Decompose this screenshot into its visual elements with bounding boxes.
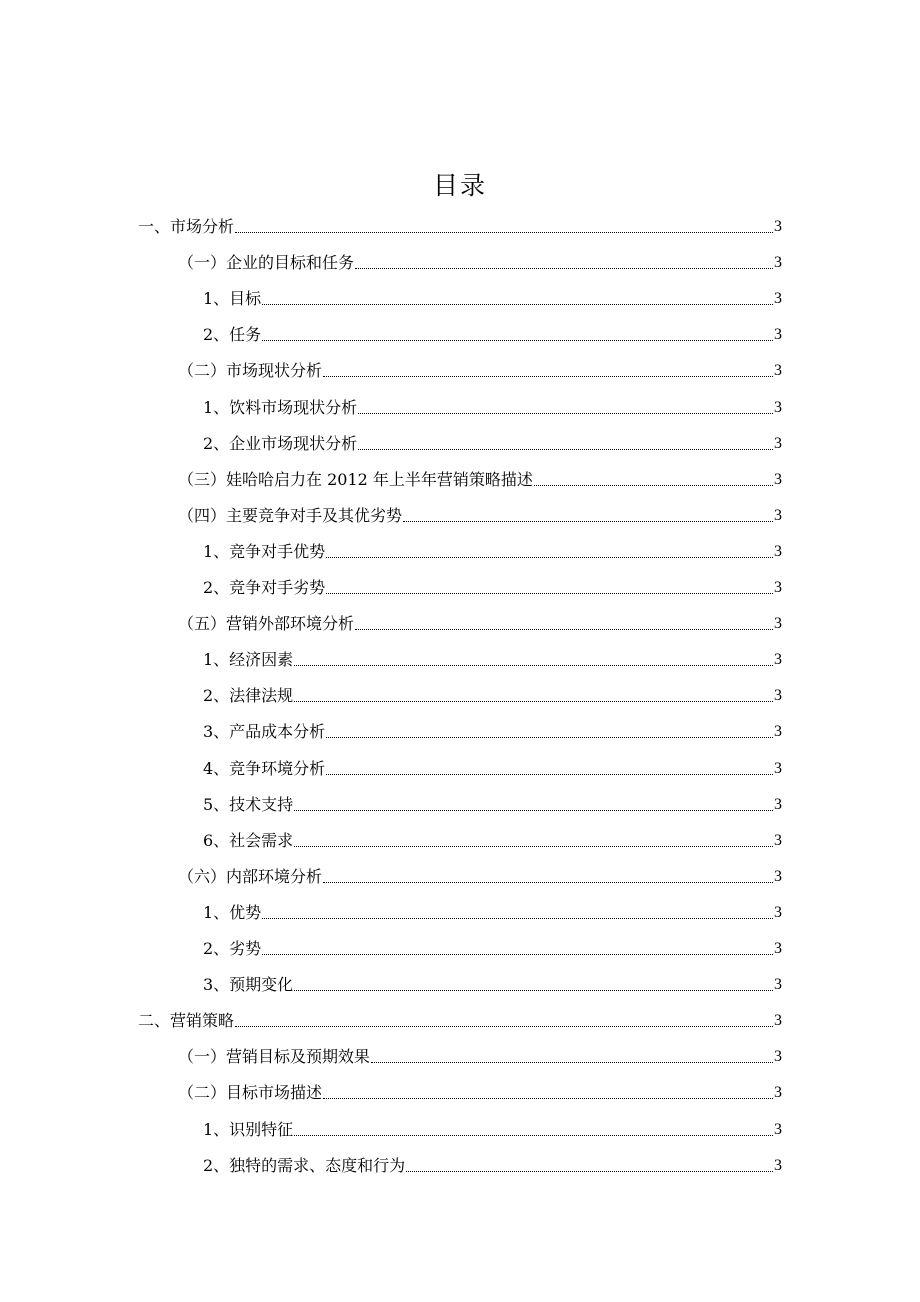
toc-page-number: 3 (774, 759, 782, 777)
toc-dot-leader (406, 1171, 773, 1172)
toc-dot-leader (355, 629, 773, 630)
toc-dot-leader (262, 304, 773, 305)
toc-dot-leader (262, 918, 773, 919)
toc-entry-text: （二）市场现状分析 (178, 361, 323, 381)
toc-entry-text: （三）娃哈哈启力在 2012 年上半年营销策略描述 (178, 469, 533, 489)
toc-dot-leader (235, 232, 773, 233)
toc-page-number: 3 (774, 254, 782, 272)
toc-entry-text: 5、技术支持 (203, 794, 294, 814)
toc-entry-text: 1、优势 (203, 902, 262, 922)
toc-page-number: 3 (774, 1156, 782, 1174)
toc-page-number: 3 (774, 976, 782, 994)
toc-entry-text: 2、独特的需求、态度和行为 (203, 1155, 406, 1175)
toc-dot-leader (371, 1062, 773, 1063)
toc-entry[interactable] (203, 576, 782, 600)
toc-entry-text: 3、产品成本分析 (203, 722, 326, 742)
toc-page-number: 3 (774, 434, 782, 452)
toc-entry[interactable] (203, 432, 782, 456)
toc-dot-leader (326, 593, 773, 594)
toc-page-number: 3 (774, 290, 782, 308)
toc-page-number: 3 (774, 398, 782, 416)
toc-page-number: 3 (774, 506, 782, 524)
toc-page-number: 3 (774, 1012, 782, 1030)
toc-page-number: 3 (774, 542, 782, 560)
toc-dot-leader (358, 413, 773, 414)
toc-dot-leader (403, 521, 773, 522)
toc-entry-text: 1、竞争对手优势 (203, 541, 326, 561)
toc-entry[interactable] (203, 829, 782, 853)
toc-entry[interactable] (178, 1045, 782, 1069)
toc-entry[interactable] (203, 793, 782, 817)
toc-entry-text: （五）营销外部环境分析 (178, 614, 355, 634)
toc-dot-leader (235, 1026, 773, 1027)
toc-entry-text: 1、饮料市场现状分析 (203, 397, 358, 417)
toc-page-number: 3 (774, 867, 782, 885)
toc-entry-text: 3、预期变化 (203, 975, 294, 995)
toc-entry[interactable] (203, 287, 782, 311)
toc-dot-leader (262, 340, 773, 341)
toc-dot-leader (323, 882, 773, 883)
toc-entry[interactable] (203, 901, 782, 925)
toc-dot-leader (323, 1098, 773, 1099)
toc-entry[interactable] (203, 973, 782, 997)
toc-dot-leader (294, 665, 773, 666)
toc-page-number: 3 (774, 579, 782, 596)
toc-entry-text: 1、经济因素 (203, 650, 294, 670)
toc-entry[interactable] (203, 648, 782, 672)
toc-entry[interactable] (178, 612, 782, 636)
toc-entry[interactable] (178, 251, 782, 275)
toc-dot-leader (294, 701, 773, 702)
toc-dot-leader (294, 990, 773, 991)
toc-entry[interactable] (178, 1081, 782, 1105)
toc-entry-text: （二）目标市场描述 (178, 1083, 323, 1103)
toc-entry[interactable] (203, 323, 782, 347)
toc-entry[interactable] (203, 1154, 782, 1178)
toc-entry-text: 二、营销策略 (138, 1011, 235, 1031)
toc-dot-leader (534, 485, 773, 486)
toc-entry-text: （四）主要竞争对手及其优劣势 (178, 505, 403, 525)
toc-entry[interactable] (203, 937, 782, 961)
toc-dot-leader (294, 846, 773, 847)
toc-entry[interactable] (203, 720, 782, 744)
toc-entry[interactable] (203, 540, 782, 564)
toc-page-number: 3 (774, 831, 782, 849)
toc-page-number: 3 (774, 362, 782, 380)
toc-entry-text: 4、竞争环境分析 (203, 758, 326, 778)
toc-entry-text: 1、识别特征 (203, 1119, 294, 1139)
toc-entry[interactable] (138, 1009, 782, 1033)
toc-entry[interactable] (203, 757, 782, 781)
toc-page-number: 3 (774, 470, 782, 488)
toc-dot-leader (326, 774, 773, 775)
toc-dot-leader (326, 737, 773, 738)
toc-entry-text: 6、社会需求 (203, 830, 294, 850)
toc-entry[interactable] (178, 865, 782, 889)
toc-entry-text: （六）内部环境分析 (178, 866, 323, 886)
toc-dot-leader (294, 810, 773, 811)
toc-page-number: 3 (774, 795, 782, 813)
toc-page-number: 3 (774, 940, 782, 957)
toc-entry-text: （一）营销目标及预期效果 (178, 1047, 371, 1067)
toc-dot-leader (323, 376, 773, 377)
toc-dot-leader (262, 954, 773, 955)
toc-dot-leader (358, 449, 773, 450)
toc-entry-text: 2、劣势 (203, 939, 262, 958)
toc-entry[interactable] (203, 684, 782, 708)
toc-entry-text: （一）企业的目标和任务 (178, 253, 355, 273)
toc-page-number: 3 (774, 723, 782, 741)
toc-page-number: 3 (774, 1084, 782, 1102)
toc-page-number: 3 (774, 1120, 782, 1138)
toc-entry[interactable] (138, 215, 782, 239)
toc-entry-text: 2、企业市场现状分析 (203, 433, 358, 453)
toc-entry-text: 2、法律法规 (203, 686, 294, 706)
toc-entry[interactable] (178, 504, 782, 528)
toc-entry-text: 2、竞争对手劣势 (203, 578, 326, 597)
toc-entry-text: 1、目标 (203, 289, 262, 309)
toc-page-number: 3 (774, 615, 782, 633)
toc-entry[interactable] (178, 468, 782, 492)
toc-dot-leader (355, 268, 773, 269)
toc-entry-text: 2、任务 (203, 325, 262, 345)
page-title: 目录 (432, 171, 487, 200)
toc-entry[interactable] (203, 1118, 782, 1142)
toc-dot-leader (326, 557, 773, 558)
toc-page-number: 3 (774, 218, 782, 235)
toc-page-number: 3 (774, 651, 782, 669)
toc-page-number: 3 (774, 326, 782, 344)
toc-page-number: 3 (774, 1048, 782, 1066)
toc-entry-text: 一、市场分析 (138, 217, 235, 236)
toc-page-number: 3 (774, 903, 782, 921)
toc-entry[interactable] (203, 396, 782, 420)
toc-entry[interactable] (178, 359, 782, 383)
toc-dot-leader (294, 1135, 773, 1136)
toc-page-number: 3 (774, 687, 782, 705)
